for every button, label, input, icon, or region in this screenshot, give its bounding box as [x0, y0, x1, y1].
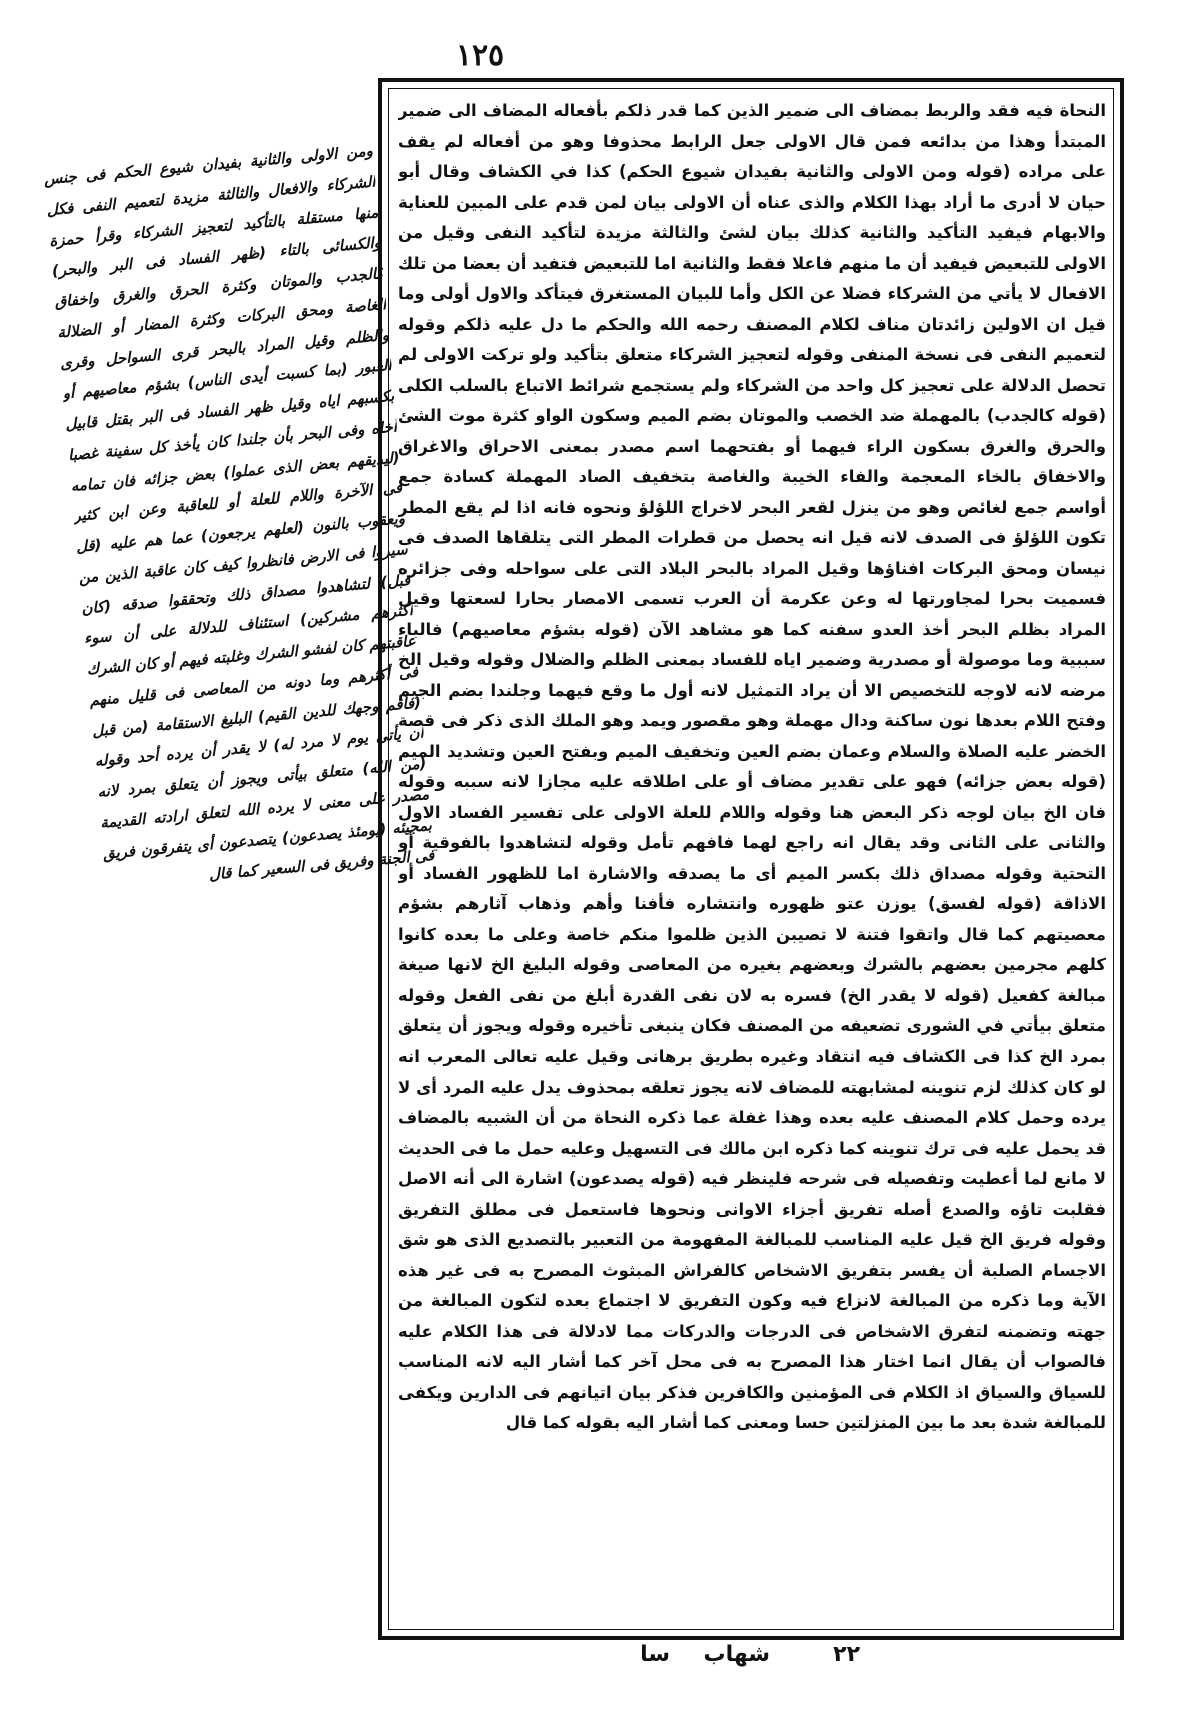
page-footer — [560, 1642, 860, 1682]
main-commentary-text — [398, 96, 1106, 1626]
main-paragraph: النحاة فيه فقد والربط بمضاف الى ضمير الذين كما قدر ذلكم بأفعاله المضاف الى ضمير المبتدأ وهذا من بدائعه فمن قال الاولى جعل الرابط محذوفا وهو من أفعاله لم يقف على مراده (قوله ومن الاولى والثانية بفيدان شيوع الحكم) كذا في الكشاف وقال أبو حيان لا أدرى ما أراد بهذا الكلام والذى عناه أن الاولى بيان لمن قدم على المبين للعناية والابهام فيفيد التأكيد والثانية كذلك بيان لشئ والثالثة مزيدة لتأكيد النفى وقيل من الاولى للتبعيض فيفيد أن ما منهم فاعلا فقط والثانية اما للتبعيض فتفيد أن بعضا من تلك الافعال لا يأتي من الشركاء فضلا عن الكل وأما للبيان المستغرق فيتأكد والاول أولى وما قيل ان الاولين زائدتان مناف لكلام المصنف رحمه الله والحكم ما دل عليه ذلكم وقوله لتعميم النفى فى نسخة المنفى وقوله لتعجيز الشركاء متعلق بتأكيد ولو تركت الاولى لم تحصل الدلالة على تعجيز كل واحد من الشركاء ولم يستجمع شرائط الاتباع بالسلب الكلى (قوله كالجدب) بالمهملة ضد الخصب والموتان بضم الميم وسكون الواو كثرة موت الشئ والحرق والغرق بسكون الراء فيهما أو بفتحهما اسم مصدر بمعنى الاحراق والاغراق والاخفاق بالخاء المعجمة والفاء الخيبة والغاصة بتخفيف الصاد المهملة كسادة جمع أواسم جمع لغائص وهو من ينزل لقعر البحر لاخراج اللؤلؤ ونحوه فانه اذا لم يقع المطر تكون اللؤلؤ فى الصدف لانه قيل انه يحصل من قطرات المطر التى يتلقاها الصدف فى نيسان ومحق البركات افناؤها وقيل المراد بالبحر البلاد التى على سواحله وفى جزائره فسميت بحرا لمجاورتها له وعن عكرمة أن العرب تسمى الامصار بحارا لسعتها وقيل المراد بظلم البحر أخذ العدو سفنه كما هو مشاهد الآن (قوله بشؤم معاصيهم) فالباء سببية وما موصولة أو مصدرية وضمير اياه للفساد بمعنى الظلم والضلال وقوله وقيل الخ مرضه لانه لاوجه للتخصيص الا أن يراد التمثيل لانه أول ما وقع فيهما وجلندا بضم الجيم وفتح اللام بعدها نون ساكنة ودال مهملة وهو مقصور ويمد وهو الملك الذى ذكر فى قصة الخضر عليه الصلاة والسلام وعمان بضم العين وتخفيف الميم وبفتح العين وتشديد الميم (قوله بعض جزائه) فهو على تقدير مضاف أو على اطلاقه عليه مجازا لانه سببه وقوله فان الخ بيان لوجه ذكر البعض هنا وقوله واللام للعلة الاولى على تفسير الفساد الاول والثانى على الثانى وقد يقال انه راجع لهما فافهم تأمل وقوله لتشاهدوا بالفوقية أو التحتية وقوله مصداق ذلك بكسر الميم أى ما يصدقه والاشارة اما للظهور الفساد أو الاذاقة (قوله لفسق) يوزن عتو ظهوره وانتشاره فأفنا وأهم وذهاب آثارهم بشؤم معصيتهم كما قال واتقوا فتنة لا تصيبن الذين ظلموا منكم خاصة وعلى ما بعده كانوا كلهم مجرمين بعضهم بالشرك وبعضهم بغيره من المعاصى وقوله البليغ الخ لانها صيغة مبالغة كفعيل (قوله لا يقدر الخ) فسره به لان نفى القدرة أبلغ من نفى الفعل وقوله متعلق بيأتي في الشورى تضعيفه من المصنف فكان ينبغى تأخيره وقوله ويجوز أن يتعلق بمرد الخ كذا فى الكشاف فيه انتقاد وغيره بطريق برهانى وقيل عليه تعالى المعرب انه لو كان كذلك لزم تنوينه لمشابهته للمضاف لانه يجوز تعلقه بمحذوف يدل عليه المرد أى لا يرده وحمل كلام المصنف عليه بعده وهذا غفلة عما ذكره النحاة من أن الشبيه بالمضاف قد يحمل عليه فى ترك تنوينه كما ذكره ابن مالك فى التسهيل وعليه حمل ما فى الحديث لا مانع لما أعطيت وتفصيله فى شرحه فلينظر فيه (قوله يصدعون) اشارة الى أنه الاصل فقلبت تاؤه والصدع أصله تفريق أجزاء الاوانى ونحوها فاستعمل فى مطلق التفريق وقوله فريق الخ قيل عليه المناسب للمبالغة المفهومة من التعبير بالتصديع الذى هو شق الاجسام الصلبة أن يفسر بتفريق الاشخاص كالفراش المبثوث المصرح به فى غير هذه الآية وما ذكره من المبالغة لانزاع فيه وكون التفريق لا اجتماع بعده لتكون المبالغة من جهته وتضمنه لتفرق الاشخاص فى الدرجات والدركات مما لادلالة فى هذا الكلام عليه فالصواب أن يقال انما اختار هذا المصرح به فى محل آخر كما أشار اليه لانه المناسب للسياق والسياق اذ الكلام فى المؤمنين والكافرين فذكر بيان اتيانهم فى الدارين ويكفى للمبالغة شدة بعد ما بين المنزلتين حسا ومعنى كما أشار اليه بقوله كما قال — [398, 101, 1106, 1433]
page-number: ١٢٥ — [455, 38, 505, 73]
margin-paragraph: ومن الاولى والثانية بفيدان شيوع الحكم فى جنس الشركاء والافعال والثالثة مزيدة لتعميم النفى فكل منها مستقلة بالتأكيد لتعجيز الشركاء وقرأ حمزة والكسائى بالتاء (ظهر الفساد فى البر والبحر) كالجدب والموتان وكثرة الحرق والغرق واخفاق الغاصة ومحق البركات وكثرة المضار أو الضلالة والظلم وقيل المراد بالبحر قرى السواحل وقرى العبور (بما كسبت أيدى الناس) بشؤم معاصيهم أو بكسبهم اياه وقيل ظهر الفساد فى البر بقتل قابيل أخاه وفى البحر بأن جلندا كان يأخذ كل سفينة غصبا (ليذيقهم بعض الذى عملوا) بعض جزائه فان تمامه فى الآخرة واللام للعلة أو للعاقبة وعن ابن كثير ويعقوب بالنون (لعلهم يرجعون) عما هم عليه (قل سيروا فى الارض فانظروا كيف كان عاقبة الذين من قبل) لتشاهدوا مصداق ذلك وتحققوا صدقه (كان أكثرهم مشركين) استئناف للدلالة على أن سوء عاقبتهم كان لفشو الشرك وغلبته فيهم أو كان الشرك فى أكثرهم وما دونه من المعاصى فى قليل منهم (فأقم وجهك للدين القيم) البليغ الاستقامة (من قبل أن يأتى يوم لا مرد له) لا يقدر أن يرده أحد وقوله (من الله) متعلق بيأتى ويجوز أن يتعلق بمرد لانه مصدر على معنى لا يرده الله لتعلق ارادته القديمة بمجيئه (يومئذ يصدعون) يتصدعون أى يتفرقون فريق فى الجنة وفريق فى السعير كما قال — [43, 141, 436, 884]
footer-title: شهاب — [703, 1642, 770, 1667]
footer-signature: سا — [640, 1642, 670, 1667]
footer-page-number: ٢٢ — [833, 1642, 860, 1667]
